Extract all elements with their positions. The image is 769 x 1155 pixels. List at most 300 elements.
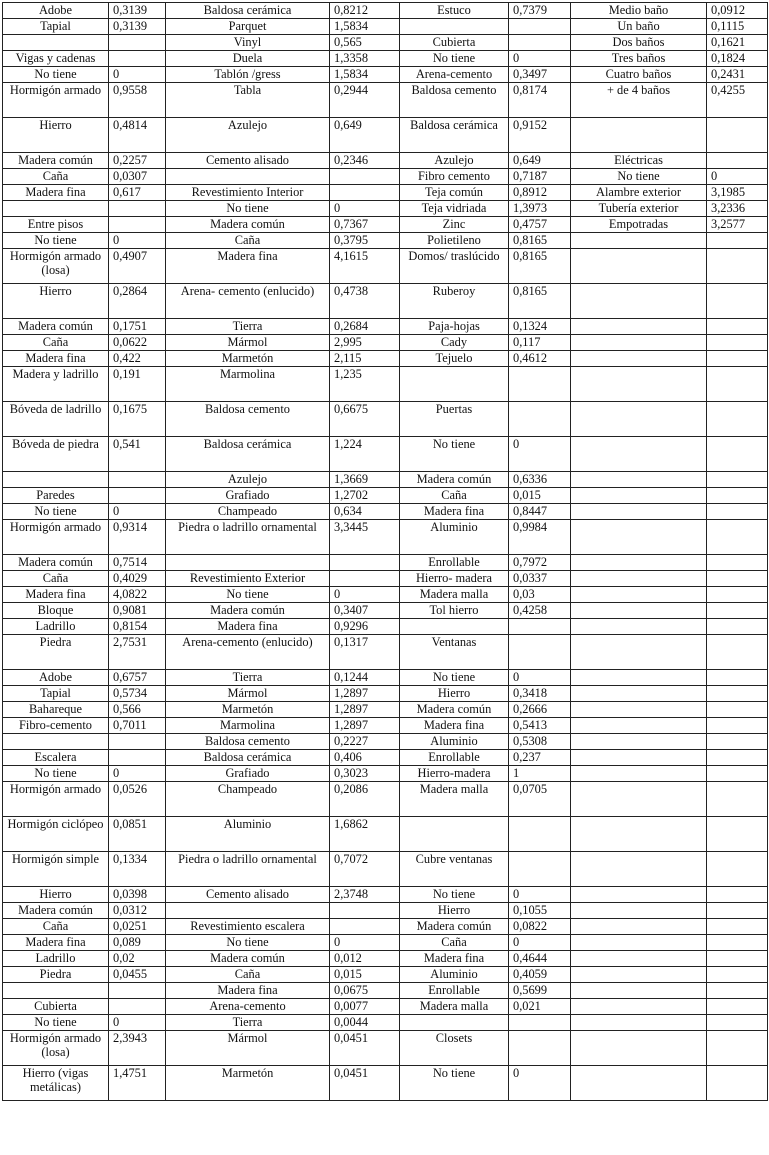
coefficient-cell bbox=[707, 472, 768, 488]
coefficient-cell: 0 bbox=[509, 1066, 571, 1101]
item-label-cell: Marmetón bbox=[166, 351, 330, 367]
item-label-cell: Madera malla bbox=[400, 999, 509, 1015]
item-label-cell: No tiene bbox=[166, 935, 330, 951]
coefficient-cell: 2,3748 bbox=[330, 887, 400, 903]
item-label-cell bbox=[571, 233, 707, 249]
coefficient-cell bbox=[330, 903, 400, 919]
table-row bbox=[3, 351, 768, 367]
coefficient-cell bbox=[707, 153, 768, 169]
coefficient-cell bbox=[109, 488, 166, 504]
coefficient-cell: 0,7072 bbox=[330, 852, 400, 887]
item-label-cell bbox=[571, 817, 707, 852]
coefficient-cell: 0,1675 bbox=[109, 402, 166, 437]
item-label-cell bbox=[571, 472, 707, 488]
coefficient-cell: 0,565 bbox=[330, 35, 400, 51]
coefficient-cell bbox=[707, 504, 768, 520]
item-label-cell: Baldosa cemento bbox=[400, 83, 509, 118]
item-label-cell bbox=[571, 603, 707, 619]
item-label-cell bbox=[571, 555, 707, 571]
coefficient-cell bbox=[707, 488, 768, 504]
coefficient-cell: 0,5734 bbox=[109, 686, 166, 702]
item-label-cell: Arena-cemento bbox=[400, 67, 509, 83]
table-row bbox=[3, 67, 768, 83]
item-label-cell: Madera común bbox=[3, 319, 109, 335]
coefficient-cell: 0,6757 bbox=[109, 670, 166, 686]
item-label-cell: Hormigón armado (losa) bbox=[3, 249, 109, 284]
table-row bbox=[3, 217, 768, 233]
item-label-cell: Madera y ladrillo bbox=[3, 367, 109, 402]
item-label-cell: Caña bbox=[3, 919, 109, 935]
coefficient-cell bbox=[109, 51, 166, 67]
table-row bbox=[3, 83, 768, 118]
item-label-cell: Mármol bbox=[166, 1031, 330, 1066]
item-label-cell bbox=[571, 734, 707, 750]
table-body bbox=[3, 3, 768, 1101]
item-label-cell: Tapial bbox=[3, 686, 109, 702]
item-label-cell: Hierro bbox=[400, 903, 509, 919]
item-label-cell: Madera común bbox=[400, 702, 509, 718]
coefficient-cell: 0,5413 bbox=[509, 718, 571, 734]
coefficient-cell: 0,03 bbox=[509, 587, 571, 603]
item-label-cell: Hierro bbox=[400, 686, 509, 702]
coefficient-cell: 0,617 bbox=[109, 185, 166, 201]
coefficient-cell: 0,4907 bbox=[109, 249, 166, 284]
coefficient-cell bbox=[707, 603, 768, 619]
coefficient-cell: 0,3418 bbox=[509, 686, 571, 702]
item-label-cell bbox=[571, 351, 707, 367]
coefficient-cell bbox=[707, 967, 768, 983]
table-row bbox=[3, 153, 768, 169]
item-label-cell: Bloque bbox=[3, 603, 109, 619]
coefficient-cell: 0,7514 bbox=[109, 555, 166, 571]
coefficient-cell bbox=[707, 249, 768, 284]
item-label-cell: Tierra bbox=[166, 319, 330, 335]
coefficient-cell bbox=[509, 817, 571, 852]
table-row bbox=[3, 919, 768, 935]
item-label-cell: Empotradas bbox=[571, 217, 707, 233]
table-row bbox=[3, 686, 768, 702]
coefficient-cell: 0,649 bbox=[330, 118, 400, 153]
item-label-cell: Teja vidriada bbox=[400, 201, 509, 217]
coefficient-cell: 0,0851 bbox=[109, 817, 166, 852]
coefficient-cell bbox=[509, 619, 571, 635]
table-row bbox=[3, 520, 768, 555]
item-label-cell: Enrollable bbox=[400, 750, 509, 766]
item-label-cell: Madera común bbox=[3, 903, 109, 919]
item-label-cell: Marmetón bbox=[166, 702, 330, 718]
coefficient-cell: 0,0622 bbox=[109, 335, 166, 351]
item-label-cell: Eléctricas bbox=[571, 153, 707, 169]
item-label-cell: Hormigón armado bbox=[3, 520, 109, 555]
coefficient-cell bbox=[707, 619, 768, 635]
item-label-cell: Tol hierro bbox=[400, 603, 509, 619]
table-row bbox=[3, 718, 768, 734]
item-label-cell: Ventanas bbox=[400, 635, 509, 670]
coefficient-cell bbox=[707, 635, 768, 670]
coefficient-cell: 0,0675 bbox=[330, 983, 400, 999]
coefficient-cell bbox=[707, 999, 768, 1015]
item-label-cell: Madera común bbox=[3, 153, 109, 169]
item-label-cell bbox=[400, 817, 509, 852]
item-label-cell: Enrollable bbox=[400, 983, 509, 999]
coefficient-cell: 0,9314 bbox=[109, 520, 166, 555]
coefficient-cell: 0,1334 bbox=[109, 852, 166, 887]
item-label-cell: Madera fina bbox=[3, 587, 109, 603]
coefficient-cell: 0,0912 bbox=[707, 3, 768, 19]
coefficient-cell: 1,4751 bbox=[109, 1066, 166, 1101]
item-label-cell: Domos/ traslúcido bbox=[400, 249, 509, 284]
item-label-cell bbox=[571, 852, 707, 887]
coefficient-cell: 1,2897 bbox=[330, 702, 400, 718]
coefficient-cell: 2,995 bbox=[330, 335, 400, 351]
coefficient-cell bbox=[330, 185, 400, 201]
item-label-cell bbox=[571, 118, 707, 153]
table-row bbox=[3, 1066, 768, 1101]
table-row bbox=[3, 817, 768, 852]
coefficient-cell: 0,4738 bbox=[330, 284, 400, 319]
item-label-cell: Ladrillo bbox=[3, 951, 109, 967]
item-label-cell: Bahareque bbox=[3, 702, 109, 718]
table-row bbox=[3, 935, 768, 951]
item-label-cell: Tierra bbox=[166, 1015, 330, 1031]
item-label-cell bbox=[400, 1015, 509, 1031]
coefficient-cell bbox=[707, 118, 768, 153]
coefficient-cell: 0,3139 bbox=[109, 19, 166, 35]
table-row bbox=[3, 437, 768, 472]
item-label-cell: Vinyl bbox=[166, 35, 330, 51]
coefficient-cell: 0,4255 bbox=[707, 83, 768, 118]
coefficient-cell: 0,2864 bbox=[109, 284, 166, 319]
item-label-cell bbox=[571, 619, 707, 635]
coefficient-cell: 3,2336 bbox=[707, 201, 768, 217]
coefficient-cell bbox=[509, 852, 571, 887]
coefficient-cell: 0,4814 bbox=[109, 118, 166, 153]
coefficient-cell: 0,7972 bbox=[509, 555, 571, 571]
item-label-cell: Arena-cemento bbox=[166, 999, 330, 1015]
item-label-cell: Puertas bbox=[400, 402, 509, 437]
coefficient-cell: 0,0251 bbox=[109, 919, 166, 935]
coefficient-cell: 0,9984 bbox=[509, 520, 571, 555]
item-label-cell bbox=[571, 983, 707, 999]
coefficient-cell: 0 bbox=[109, 766, 166, 782]
coefficient-cell: 0 bbox=[330, 587, 400, 603]
coefficient-cell: 0,3407 bbox=[330, 603, 400, 619]
item-label-cell: No tiene bbox=[400, 1066, 509, 1101]
item-label-cell: Caña bbox=[3, 571, 109, 587]
coefficient-cell: 0,012 bbox=[330, 951, 400, 967]
coefficient-cell: 0,117 bbox=[509, 335, 571, 351]
item-label-cell: Madera fina bbox=[3, 351, 109, 367]
coefficient-cell: 2,3943 bbox=[109, 1031, 166, 1066]
table-row bbox=[3, 1031, 768, 1066]
item-label-cell: Cemento alisado bbox=[166, 153, 330, 169]
item-label-cell: Revestimiento Interior bbox=[166, 185, 330, 201]
item-label-cell: Fibro cemento bbox=[400, 169, 509, 185]
table-row bbox=[3, 999, 768, 1015]
item-label-cell: Escalera bbox=[3, 750, 109, 766]
item-label-cell: Champeado bbox=[166, 504, 330, 520]
item-label-cell: Tapial bbox=[3, 19, 109, 35]
item-label-cell bbox=[571, 999, 707, 1015]
item-label-cell: Ruberoy bbox=[400, 284, 509, 319]
item-label-cell bbox=[3, 35, 109, 51]
table-row bbox=[3, 335, 768, 351]
coefficient-cell: 0,0455 bbox=[109, 967, 166, 983]
coefficient-cell: 0,2346 bbox=[330, 153, 400, 169]
coefficient-cell bbox=[707, 284, 768, 319]
table-row bbox=[3, 766, 768, 782]
item-label-cell bbox=[571, 750, 707, 766]
item-label-cell: Fibro-cemento bbox=[3, 718, 109, 734]
item-label-cell: Piedra o ladrillo ornamental bbox=[166, 852, 330, 887]
item-label-cell: Tejuelo bbox=[400, 351, 509, 367]
coefficient-cell bbox=[330, 919, 400, 935]
coefficient-cell bbox=[509, 1031, 571, 1066]
item-label-cell: Adobe bbox=[3, 3, 109, 19]
table-row bbox=[3, 983, 768, 999]
item-label-cell: No tiene bbox=[571, 169, 707, 185]
coefficient-cell: 0,649 bbox=[509, 153, 571, 169]
coefficient-cell bbox=[707, 935, 768, 951]
coefficient-cell: 0,634 bbox=[330, 504, 400, 520]
coefficient-cell: 0,2227 bbox=[330, 734, 400, 750]
item-label-cell: Marmolina bbox=[166, 718, 330, 734]
coefficient-cell: 1,2897 bbox=[330, 686, 400, 702]
table-row bbox=[3, 233, 768, 249]
item-label-cell: Adobe bbox=[3, 670, 109, 686]
item-label-cell: Piedra o ladrillo ornamental bbox=[166, 520, 330, 555]
item-label-cell: + de 4 baños bbox=[571, 83, 707, 118]
item-label-cell: Madera fina bbox=[400, 504, 509, 520]
item-label-cell: Hierro bbox=[3, 284, 109, 319]
item-label-cell: No tiene bbox=[400, 670, 509, 686]
item-label-cell: Grafiado bbox=[166, 488, 330, 504]
coefficient-cell bbox=[707, 1015, 768, 1031]
item-label-cell: Bóveda de ladrillo bbox=[3, 402, 109, 437]
coefficient-cell: 0,8154 bbox=[109, 619, 166, 635]
coefficient-cell: 0,9558 bbox=[109, 83, 166, 118]
item-label-cell: Cubierta bbox=[3, 999, 109, 1015]
item-label-cell bbox=[571, 967, 707, 983]
coefficient-cell: 0,4029 bbox=[109, 571, 166, 587]
table-row bbox=[3, 782, 768, 817]
item-label-cell: Madera fina bbox=[3, 185, 109, 201]
coefficient-cell bbox=[330, 555, 400, 571]
table-row bbox=[3, 734, 768, 750]
coefficient-cell: 3,1985 bbox=[707, 185, 768, 201]
coefficient-cell: 0,1055 bbox=[509, 903, 571, 919]
item-label-cell: Tres baños bbox=[571, 51, 707, 67]
item-label-cell bbox=[571, 1031, 707, 1066]
coefficient-cell: 0,0705 bbox=[509, 782, 571, 817]
item-label-cell bbox=[571, 437, 707, 472]
item-label-cell bbox=[166, 169, 330, 185]
coefficient-cell: 0,422 bbox=[109, 351, 166, 367]
table-row bbox=[3, 185, 768, 201]
coefficient-cell: 1,235 bbox=[330, 367, 400, 402]
item-label-cell: Cubre ventanas bbox=[400, 852, 509, 887]
coefficient-cell: 0,1621 bbox=[707, 35, 768, 51]
item-label-cell: Hormigón ciclópeo bbox=[3, 817, 109, 852]
item-label-cell: Caña bbox=[3, 169, 109, 185]
item-label-cell bbox=[571, 766, 707, 782]
item-label-cell: Tubería exterior bbox=[571, 201, 707, 217]
coefficient-cell: 4,1615 bbox=[330, 249, 400, 284]
coefficient-cell: 3,3445 bbox=[330, 520, 400, 555]
item-label-cell: Madera común bbox=[400, 919, 509, 935]
coefficient-cell: 0,237 bbox=[509, 750, 571, 766]
table-row bbox=[3, 587, 768, 603]
coefficient-cell: 0,9152 bbox=[509, 118, 571, 153]
item-label-cell: Aluminio bbox=[400, 520, 509, 555]
table-row bbox=[3, 887, 768, 903]
coefficient-cell: 0,2944 bbox=[330, 83, 400, 118]
item-label-cell: Cubierta bbox=[400, 35, 509, 51]
item-label-cell: Grafiado bbox=[166, 766, 330, 782]
item-label-cell bbox=[571, 670, 707, 686]
item-label-cell: Hierro bbox=[3, 118, 109, 153]
coefficient-cell: 0,1115 bbox=[707, 19, 768, 35]
coefficient-cell: 0,015 bbox=[330, 967, 400, 983]
coefficient-cell bbox=[707, 319, 768, 335]
coefficient-cell bbox=[109, 35, 166, 51]
item-label-cell bbox=[571, 1015, 707, 1031]
coefficient-cell bbox=[509, 402, 571, 437]
coefficient-cell bbox=[707, 919, 768, 935]
table-row bbox=[3, 504, 768, 520]
coefficient-cell: 0 bbox=[509, 887, 571, 903]
coefficient-cell: 0,7379 bbox=[509, 3, 571, 19]
table-row bbox=[3, 51, 768, 67]
coefficient-cell: 0,1824 bbox=[707, 51, 768, 67]
item-label-cell: No tiene bbox=[400, 437, 509, 472]
item-label-cell: Baldosa cerámica bbox=[166, 437, 330, 472]
item-label-cell bbox=[571, 903, 707, 919]
coefficient-cell: 0 bbox=[109, 1015, 166, 1031]
coefficient-cell bbox=[707, 718, 768, 734]
coefficient-cell: 4,0822 bbox=[109, 587, 166, 603]
coefficient-cell: 0,9081 bbox=[109, 603, 166, 619]
item-label-cell: Caña bbox=[3, 335, 109, 351]
item-label-cell: Hormigón simple bbox=[3, 852, 109, 887]
table-row bbox=[3, 3, 768, 19]
item-label-cell: Cady bbox=[400, 335, 509, 351]
coefficient-cell: 3,2577 bbox=[707, 217, 768, 233]
item-label-cell: Madera malla bbox=[400, 782, 509, 817]
table-row bbox=[3, 35, 768, 51]
coefficient-cell: 0,4757 bbox=[509, 217, 571, 233]
coefficient-cell: 1,5834 bbox=[330, 19, 400, 35]
item-label-cell: Tabla bbox=[166, 83, 330, 118]
coefficient-cell: 0,1317 bbox=[330, 635, 400, 670]
table-row bbox=[3, 319, 768, 335]
item-label-cell: No tiene bbox=[3, 1015, 109, 1031]
coefficient-cell: 0,4612 bbox=[509, 351, 571, 367]
item-label-cell: No tiene bbox=[400, 887, 509, 903]
item-label-cell: Revestimiento escalera bbox=[166, 919, 330, 935]
coefficient-cell bbox=[707, 1066, 768, 1101]
coefficient-cell: 0 bbox=[509, 437, 571, 472]
item-label-cell: Madera fina bbox=[3, 935, 109, 951]
coefficient-cell: 0,0822 bbox=[509, 919, 571, 935]
coefficient-cell: 0,3497 bbox=[509, 67, 571, 83]
coefficient-table bbox=[2, 2, 768, 1101]
coefficient-cell bbox=[707, 983, 768, 999]
item-label-cell: Azulejo bbox=[166, 118, 330, 153]
item-label-cell: Aluminio bbox=[400, 967, 509, 983]
item-label-cell: No tiene bbox=[3, 766, 109, 782]
coefficient-cell: 0,0077 bbox=[330, 999, 400, 1015]
coefficient-cell bbox=[707, 766, 768, 782]
table-row bbox=[3, 635, 768, 670]
coefficient-cell: 0,4059 bbox=[509, 967, 571, 983]
coefficient-cell bbox=[707, 587, 768, 603]
item-label-cell bbox=[571, 504, 707, 520]
item-label-cell: Ladrillo bbox=[3, 619, 109, 635]
coefficient-cell: 0 bbox=[330, 201, 400, 217]
item-label-cell: Madera común bbox=[166, 603, 330, 619]
coefficient-cell: 0,406 bbox=[330, 750, 400, 766]
item-label-cell: No tiene bbox=[166, 587, 330, 603]
coefficient-cell bbox=[707, 520, 768, 555]
coefficient-cell: 1,5834 bbox=[330, 67, 400, 83]
coefficient-cell bbox=[707, 750, 768, 766]
coefficient-cell: 2,115 bbox=[330, 351, 400, 367]
item-label-cell: Caña bbox=[400, 488, 509, 504]
table-row bbox=[3, 951, 768, 967]
item-label-cell: Paredes bbox=[3, 488, 109, 504]
coefficient-cell: 0,2684 bbox=[330, 319, 400, 335]
item-label-cell: Madera fina bbox=[166, 249, 330, 284]
item-label-cell: Zinc bbox=[400, 217, 509, 233]
coefficient-cell: 0,7011 bbox=[109, 718, 166, 734]
item-label-cell: Madera común bbox=[400, 472, 509, 488]
coefficient-cell: 0,089 bbox=[109, 935, 166, 951]
item-label-cell: No tiene bbox=[3, 233, 109, 249]
item-label-cell: Hierro (vigas metálicas) bbox=[3, 1066, 109, 1101]
coefficient-cell: 0,0451 bbox=[330, 1031, 400, 1066]
item-label-cell bbox=[571, 249, 707, 284]
coefficient-cell bbox=[707, 686, 768, 702]
coefficient-cell bbox=[109, 217, 166, 233]
item-label-cell: Polietileno bbox=[400, 233, 509, 249]
coefficient-cell: 0,0312 bbox=[109, 903, 166, 919]
item-label-cell bbox=[400, 367, 509, 402]
coefficient-cell: 0,2257 bbox=[109, 153, 166, 169]
coefficient-cell: 0,2086 bbox=[330, 782, 400, 817]
item-label-cell: Aluminio bbox=[400, 734, 509, 750]
item-label-cell bbox=[3, 734, 109, 750]
coefficient-cell bbox=[707, 233, 768, 249]
item-label-cell bbox=[571, 284, 707, 319]
coefficient-cell: 0,5699 bbox=[509, 983, 571, 999]
coefficient-cell bbox=[707, 817, 768, 852]
item-label-cell bbox=[571, 935, 707, 951]
item-label-cell bbox=[571, 571, 707, 587]
item-label-cell: Un baño bbox=[571, 19, 707, 35]
coefficient-cell: 0,2431 bbox=[707, 67, 768, 83]
coefficient-cell bbox=[707, 887, 768, 903]
item-label-cell: Arena-cemento (enlucido) bbox=[166, 635, 330, 670]
table-row bbox=[3, 118, 768, 153]
coefficient-cell bbox=[707, 351, 768, 367]
coefficient-cell bbox=[707, 670, 768, 686]
coefficient-cell: 0,0307 bbox=[109, 169, 166, 185]
table-row bbox=[3, 201, 768, 217]
item-label-cell: Madera fina bbox=[400, 951, 509, 967]
item-label-cell: Tierra bbox=[166, 670, 330, 686]
coefficient-cell bbox=[707, 335, 768, 351]
